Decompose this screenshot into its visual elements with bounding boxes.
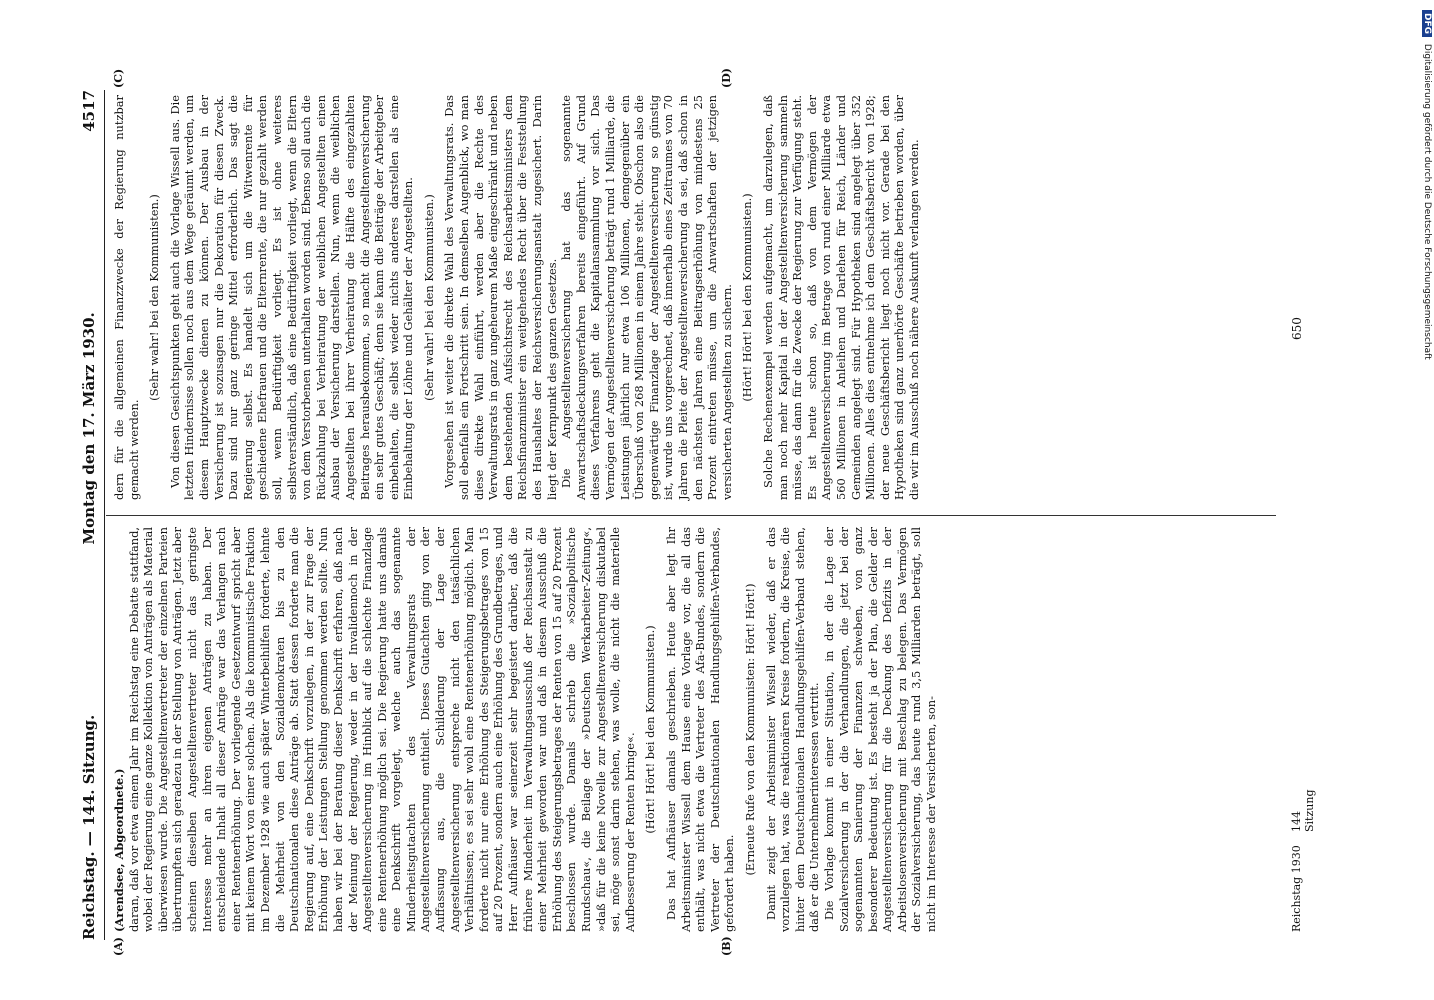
column-rule [106, 515, 1276, 516]
paragraph: Die Angestelltenversicherung hat das sogenannte Anwartschaftsdeckungsverfahren bereits eingeführt. Auf Grund dieses Verfahrens geht die Kapitalansammlung vor sich. Das Vermögen der Angestelltenversicherung beträgt rund 1 Milliarde, die Leistungen jährlich nur etwa 106 Millionen, demgegenüber ein Überschuß von 268 Millionen in einem Jahre steht. Obschon also die gegenwärtige Finanzlage der Angestelltenversicherung so günstig ist, wurde uns vorgerechnet, daß innerhalb eines Zeitraumes von 70 Jahren die Pleite der Angestelltenversicherung da sei, daß schon in den nächsten Jahren eine Beitragserhöhung von mindestens 25 Prozent eintreten müsse, um die Anwartschaften der jetzigen versicherten Angestellten zu sichern. [559, 95, 734, 500]
paragraph: Damit zeigt der Arbeitsminister Wissell wieder, daß er das vorzulegen hat, was die reaktionären Kreise fordern, die Kreise, die hinter dem Deutschnationalen Handlungsgehilfen-Verband stehen, daß er die Unternehmerinteressen vertritt. [763, 527, 822, 932]
header-left: Reichstag. — 144. Sitzung. [80, 714, 98, 940]
interjection: (Sehr wahr! bei den Kommunisten.) [421, 194, 436, 401]
interjection: (Hört! Hört! bei den Kommunisten.) [643, 625, 658, 834]
margin-letter-a: (A) [112, 937, 125, 956]
interjection: (Erneute Rufe von den Kommunisten: Hört! Hört!) [742, 583, 757, 876]
paragraph: Vorgesehen ist weiter die direkte Wahl des Verwaltungsrats. Das soll ebenfalls ein Fortschritt sein. In demselben Augenblick, wo man diese direkte Wahl einführt, werden aber die Rechte des Verwaltungsrats in ganz ungeheurem Maße eingeschränkt und neben dem bestehenden Aufsichtsrecht des Reichsarbeitsministers dem Reichsfinanzminister ein weitgehendes Recht über die Feststellung des Haushaltes der Reichsversicherungsanstalt zugesichert. Darin liegt der Kernpunkt des ganzen Gesetzes. [442, 95, 559, 500]
interjection: (Sehr wahr! bei den Kommunisten.) [147, 194, 162, 401]
rotated-document-page [80, 68, 1320, 956]
paragraph: Solche Rechenexempel werden aufgemacht, um darzulegen, daß man noch mehr Kapital in der Angestelltenversicherung sammeln müsse, das dann für die Zwecke der Regierung zur Verfügung steht. Es ist heute schon so, daß von dem Vermögen der Angestelltenversicherung im Betrage von rund einer Milliarde etwa 560 Millionen in Anleihen und Darlehen für Reich, Länder und Gemeinden angelegt sind. Für Hypotheken sind angelegt über 352 Millionen. Alles dies entnehme ich dem Geschäftsbericht von 1928; der neue Geschäftsbericht liegt noch nicht vor. Gerade bei den Hypotheken sind ganz unerhörte Geschäfte betrieben worden, über die wir im Ausschuß noch nähere Auskunft verlangen werden. [760, 95, 921, 500]
page-header [80, 90, 102, 940]
right-column [112, 95, 921, 500]
dfg-badge: DFG [1422, 10, 1432, 37]
margin-letter-d: (D) [720, 68, 733, 88]
footer-left: Reichstag 1930 [1290, 845, 1303, 932]
header-date: Montag den 17. März 1930. [80, 312, 98, 545]
paragraph: dern für die allgemeinen Finanzzwecke der Regierung nutzbar gemacht werden. [112, 95, 141, 500]
paragraph: Von diesen Gesichtspunkten geht auch die Vorlage Wissell aus. Die letzten Hindernisse sollen noch aus dem Wege geräumt werden, um diesem Hauptzwecke dienen zu können. Der Ausbau in der Versicherung ist sozusagen nur die Dekoration für diesen Zweck. Dazu sind nur ganz geringe Mittel erforderlich. Das sagt die Regierung selbst. Es handelt sich um die Witwenrente für geschiedene Ehefrauen und die Elternrente, die nur gezahlt werden soll, wenn Bedürftigkeit vorliegt. Es ist ohne weiteres selbstverständlich, daß eine Bedürftigkeit vorliegt, wenn die Eltern von dem Verstorbenen unterhalten worden sind. Ebenso soll auch die Rückzahlung bei Verheiratung der weiblichen Angestellten einen Ausbau der Versicherung darstellen. Nun, wenn die weiblichen Angestellten bei ihrer Verheiratung die Hälfte des eingezahlten Beitrages herausbekommen, so macht die Angestelltenversicherung ein sehr gutes Geschäft; denn sie kann die Beiträge der Arbeitgeber einbehalten, die selbst wieder nichts anderes darstellen als eine Einbehaltung der Löhne und Gehälter der Angestellten. [167, 95, 416, 500]
header-right [80, 90, 98, 545]
left-column [112, 527, 939, 932]
bottom-page-number: 650 [1290, 317, 1304, 340]
digitization-text: Digitalisierung gefördert durch die Deutsche Forschungsgemeinschaft [1422, 43, 1432, 360]
footer-right: 144 Sitzung [1290, 789, 1316, 832]
speaker-label: (Arendsee, Abgeordnete.) [112, 768, 126, 932]
paragraph: Die Vorlage kommt in einer Situation, in der die Lage der Sozialversicherung in der die Verhandlungen, die jetzt bei der sogenannten Sanierung der Finanzen schweben, von ganz besonderer Bedeutung ist. Es besteht ja der Plan, die Gelder der Angestelltenversicherung für die Deckung des Defizits in der Arbeitslosenversicherung mit Beschlag zu belegen. Das Vermögen der Sozialversicherung, das heute rund 3,5 Milliarden beträgt, soll nicht im Interesse der Versicherten, son- [821, 527, 939, 932]
margin-letter-c: (C) [112, 68, 125, 88]
paragraph: daran, daß vor etwa einem Jahr im Reichstag eine Debatte stattfand, wobei der Regierung eine ganze Kollektion von Anträgen als Material überwiesen wurde. Die Angestelltenvertreter der einzelnen Parteien übertrumpften sich geradezu in der Stellung von Anträgen. Jetzt aber scheinen dieselben Angestelltenvertreter nicht das geringste Interesse mehr an ihren eigenen Anträgen zu haben. Der entscheidende Inhalt all dieser Anträge war das Verlangen nach einer Rentenerhöhung. Der vorliegende Gesetzentwurf spricht aber mit keinem Wort von einer solchen. Als die kommunistische Fraktion im Dezember 1928 wie auch später Winterbeihilfen forderte, lehnte die Mehrheit von den Sozialdemokraten bis zu den Deutschnationalen diese Anträge ab. Statt dessen forderte man die Regierung auf, eine Denkschrift vorzulegen, in der zur Frage der Erhöhung der Leistungen Stellung genommen werden sollte. Nun haben wir bei der Beratung dieser Denkschrift erfahren, daß nach der Meinung der Regierung, weder in der Invalidennoch in der Angestelltenversicherung im Hinblick auf die schlechte Finanzlage eine Rentenerhöhung möglich sei. Die Regierung hatte uns damals eine Denkschrift vorgelegt, welche auch das sogenannte Minderheitsgutachten des Verwaltungsrats der Angestelltenversicherung enthielt. Dieses Gutachten ging von der Auffassung aus, die Schilderung der Lage der Angestelltenversicherung entspreche nicht den tatsächlichen Verhältnissen; es sei sehr wohl eine Rentenerhöhung möglich. Man forderte nicht nur eine Erhöhung des Steigerungsbetrages von 15 auf 20 Prozent, sondern auch eine Erhöhung des Grundbetrages, und Herr Aufhäuser war seinerzeit sehr begeistert darüber, daß die frühere Minderheit im Verwaltungsausschuß der Reichsanstalt zu einer Mehrheit geworden war und daß in diesem Ausschuß die Erhöhung des Steigerungsbetrages der Renten von 15 auf 20 Prozent beschlossen wurde. Damals schrieb die »Sozialpolitische Rundschau«, die Beilage der »Deutschen Werkarbeiter-Zeitung«, »daß für die keine Novelle zur Angestelltenversicherung diskutabel sei, möge sonst darin stehen, was wolle, die nicht die materielle Aufbesserung der Renten bringe«. [126, 527, 637, 932]
interjection: (Hört! Hört! bei den Kommunisten.) [740, 193, 755, 402]
header-rule [104, 90, 105, 940]
header-page-number: 4517 [80, 90, 98, 132]
paragraph: Das hat Aufhäuser damals geschrieben. Heute aber legt Ihr Arbeitsminister Wissell dem Hause eine Vorlage vor, die all das enthält, was nicht etwa die Vertreter des Afa-Bundes, sondern die Vertreter der Deutschnationalen Handlungsgehilfen-Verbandes, gefordert haben. [663, 527, 737, 932]
digitization-note [1418, 10, 1432, 990]
margin-letter-b: (B) [720, 936, 733, 956]
page-footer [1290, 789, 1316, 932]
